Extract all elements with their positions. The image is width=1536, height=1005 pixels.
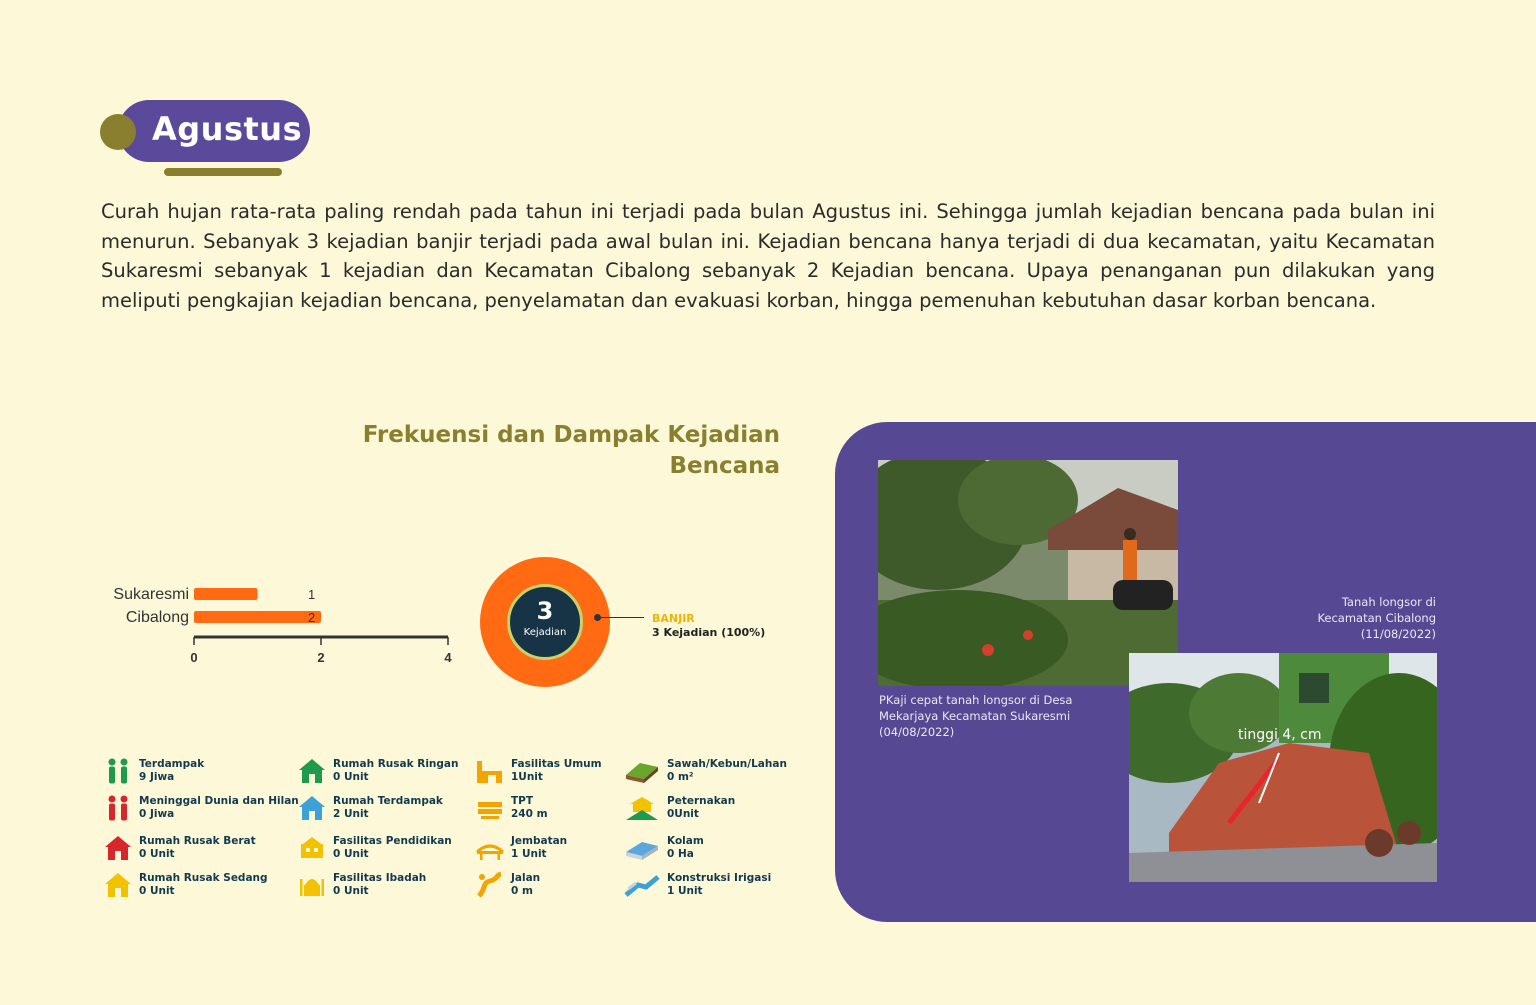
- house-yellow-icon: [104, 871, 132, 899]
- impact-fasilitas-umum: [476, 757, 636, 791]
- house-green-icon: [298, 757, 326, 785]
- donut-center: [507, 584, 583, 660]
- impact-terdampak: [104, 757, 264, 791]
- house-blue-icon: [298, 794, 326, 822]
- impact-label: Rumah Rusak Berat: [139, 835, 256, 847]
- tpt-wall-icon: [476, 794, 504, 822]
- bar-sukaresmi: [194, 588, 258, 600]
- impact-fasilitas-ibadah: [298, 871, 458, 905]
- impact-value: 1Unit: [511, 771, 543, 783]
- month-underline: [164, 168, 282, 176]
- house-red-icon: [104, 834, 132, 862]
- impact-label: Sawah/Kebun/Lahan: [667, 758, 787, 770]
- impact-label: Fasilitas Ibadah: [333, 872, 427, 884]
- intro-paragraph: Curah hujan rata-rata paling rendah pada tahun ini terjadi pada bulan Agustus ini. Sehingga jumlah kejadian bencana pada bulan ini menurun. Sebanyak 3 kejadian banjir terjadi pada awal bulan ini. Kejadian bencana hanya terjadi di dua kecamatan, yaitu Kecamatan Sukaresmi sebanyak 1 kejadian dan Kecamatan Cibalong sebanyak 2 Kejadian bencana. Upaya penanganan pun dilakukan yang meliputi pengkajian kejadian bencana, penyelamatan dan evakuasi korban, hingga pemenuhan kebutuhan dasar korban bencana.: [101, 200, 1435, 312]
- photo1-caption: PKaji cepat tanah longsor di Desa Mekarjaya Kecamatan Sukaresmi (04/08/2022): [879, 693, 1073, 739]
- section-title-line1: Frekuensi dan Dampak Kejadian: [362, 422, 780, 448]
- impact-value: 0 m: [511, 885, 533, 897]
- impact-value: 1 Unit: [667, 885, 703, 897]
- bar-value-label: 1: [308, 587, 316, 602]
- impact-value: 0Unit: [667, 808, 699, 820]
- impact-label: Rumah Rusak Ringan: [333, 758, 459, 770]
- impact-sawah: [624, 757, 787, 791]
- section-title: [330, 420, 780, 482]
- impact-value: 0 m²: [667, 771, 694, 783]
- impact-label: Rumah Rusak Sedang: [139, 872, 268, 884]
- farmland-icon: [624, 757, 660, 785]
- bar-category-label: Sukaresmi: [113, 586, 189, 603]
- impact-label: Terdampak: [139, 758, 205, 770]
- impact-label: Fasilitas Pendidikan: [333, 835, 452, 847]
- public-facility-icon: [476, 757, 504, 785]
- impact-value: 9 Jiwa: [139, 771, 175, 783]
- impact-label: Fasilitas Umum: [511, 758, 602, 770]
- bar-cibalong: [194, 611, 321, 623]
- impact-label: Konstruksi Irigasi: [667, 872, 772, 884]
- impact-jembatan: [476, 834, 636, 868]
- donut-total: 3: [536, 597, 554, 625]
- bar-chart: [100, 575, 460, 670]
- impact-value: 0 Unit: [139, 848, 175, 860]
- impact-value: 0 Ha: [667, 848, 694, 860]
- month-title: Agustus: [152, 110, 303, 148]
- impact-rumah-rusak-ringan: [298, 757, 458, 791]
- photo-cibalong: [1129, 653, 1437, 882]
- impact-value: 0 Unit: [333, 885, 369, 897]
- impact-value: 0 Unit: [333, 771, 369, 783]
- impact-tpt: [476, 794, 636, 828]
- impact-label: TPT: [511, 795, 534, 807]
- photo2-caption: Tanah longsor di Kecamatan Cibalong (11/08/2022): [1317, 595, 1436, 641]
- impact-meninggal: [104, 794, 299, 828]
- mosque-icon: [298, 871, 326, 899]
- impact-label: Peternakan: [667, 795, 736, 807]
- month-badge: [100, 100, 310, 162]
- impact-value: 0 Unit: [333, 848, 369, 860]
- x-tick-label: 0: [190, 650, 198, 665]
- impact-label: Jalan: [511, 872, 541, 884]
- month-badge-dot: [100, 114, 136, 150]
- impact-value: 0 Unit: [139, 885, 175, 897]
- x-tick-label: 4: [444, 650, 452, 665]
- impact-value: 240 m: [511, 808, 548, 820]
- impact-value: 1 Unit: [511, 848, 547, 860]
- impact-irigasi: [624, 871, 784, 905]
- impact-jalan: [476, 871, 636, 905]
- irrigation-icon: [624, 871, 660, 899]
- impact-label: Rumah Terdampak: [333, 795, 443, 807]
- legend-banjir-count: 3 Kejadian (100%): [652, 626, 766, 639]
- people-red-icon: [104, 794, 132, 822]
- donut-leader-line: [598, 617, 644, 618]
- road-icon: [476, 871, 504, 899]
- impact-value: 2 Unit: [333, 808, 369, 820]
- impact-rumah-rusak-berat: [104, 834, 264, 868]
- donut-legend: [652, 612, 765, 639]
- impact-value: 0 Jiwa: [139, 808, 175, 820]
- impact-label: Meninggal Dunia dan Hilan: [139, 795, 299, 807]
- impact-peternakan: [624, 794, 784, 828]
- livestock-icon: [624, 794, 660, 822]
- bridge-icon: [476, 834, 504, 862]
- section-title-line2: Bencana: [669, 453, 780, 479]
- impact-rumah-terdampak: [298, 794, 458, 828]
- photo-height-annotation: tinggi 4, cm: [1238, 727, 1322, 743]
- people-green-icon: [104, 757, 132, 785]
- legend-banjir-name: BANJIR: [652, 612, 695, 625]
- donut-total-label: Kejadian: [523, 627, 567, 638]
- school-icon: [298, 834, 326, 862]
- bar-value-label: 2: [308, 610, 316, 625]
- impact-rumah-rusak-sedang: [104, 871, 268, 905]
- impact-kolam: [624, 834, 784, 868]
- pond-icon: [624, 834, 660, 862]
- impact-label: Kolam: [667, 835, 704, 847]
- bar-category-label: Cibalong: [125, 609, 189, 626]
- donut-chart: [480, 557, 610, 687]
- x-tick-label: 2: [317, 650, 325, 665]
- impact-fasilitas-pendidikan: [298, 834, 458, 868]
- impact-label: Jembatan: [511, 835, 568, 847]
